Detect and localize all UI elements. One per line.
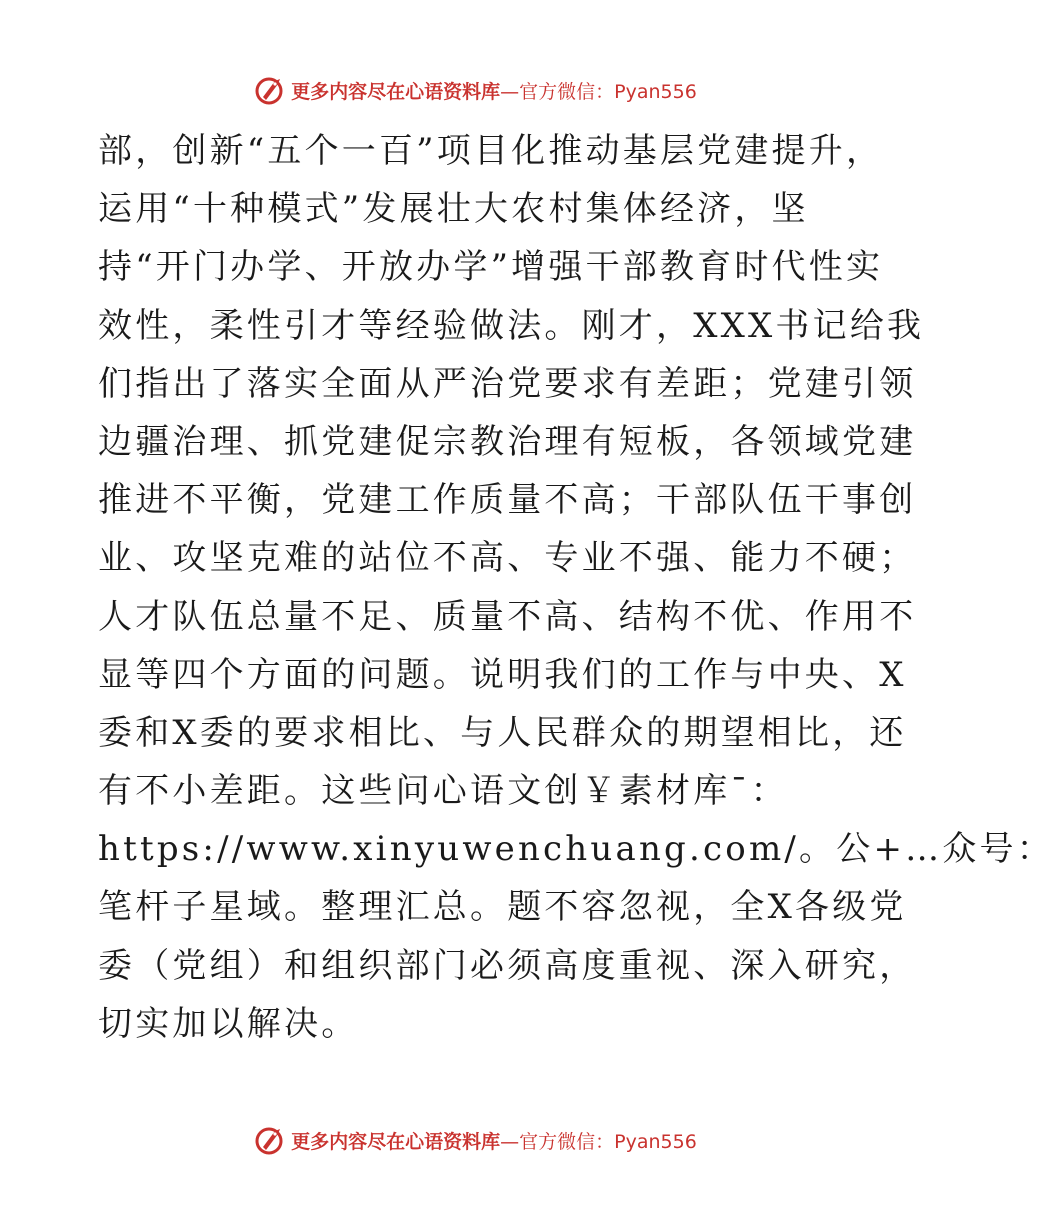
footer-banner-handle: 官方微信：Pyan556 [519,1130,697,1153]
body-line: 显等四个方面的问题。说明我们的工作与中央、X [98,654,907,695]
body-line: 推进不平衡，党建工作质量不高；干部队伍干事创 [98,480,917,521]
body-line: 运用“十种模式”发展壮大农村集体经济，坚 [98,189,809,230]
body-line-url: https://www.xinyuwenchuang.com/。公+…众号： [98,829,1054,870]
body-line: 业、攻坚克难的站位不高、专业不强、能力不硬； [98,538,917,579]
header-banner-text [291,77,697,104]
body-line: 效性，柔性引才等经验做法。刚才，XXX书记给我 [98,305,925,346]
footer-banner-text [291,1127,697,1154]
footer-banner [0,1120,950,1160]
body-line: 委和X委的要求相比、与人民群众的期望相比，还 [98,712,907,753]
body-line: 们指出了落实全面从严治党要求有差距；党建引领 [98,363,917,404]
pen-nib-logo-icon [253,73,287,107]
body-line: 委（党组）和组织部门必须高度重视、深入研究， [98,945,917,986]
body-line: 有不小差距。这些问心语文创￥素材库¯： [98,771,788,812]
header-banner-separator: — [500,80,520,103]
header-banner-handle: 官方微信：Pyan556 [519,80,697,103]
body-line: 切实加以解决。 [98,1003,359,1044]
document-body [98,122,1054,1053]
header-banner-main: 更多内容尽在心语资料库 [291,80,501,103]
footer-banner-main: 更多内容尽在心语资料库 [291,1130,501,1153]
header-banner [0,70,950,110]
body-line: 人才队伍总量不足、质量不高、结构不优、作用不 [98,596,917,637]
body-line: 笔杆子星域。整理汇总。题不容忽视，全X各级党 [98,887,907,928]
pen-nib-logo-icon [253,1123,287,1157]
body-line: 边疆治理、抓党建促宗教治理有短板，各领域党建 [98,421,917,462]
body-line: 部，创新“五个一百”项目化推动基层党建提升， [98,131,884,171]
footer-banner-separator: — [500,1130,520,1153]
body-line: 持“开门办学、开放办学”增强干部教育时代性实 [98,247,884,288]
